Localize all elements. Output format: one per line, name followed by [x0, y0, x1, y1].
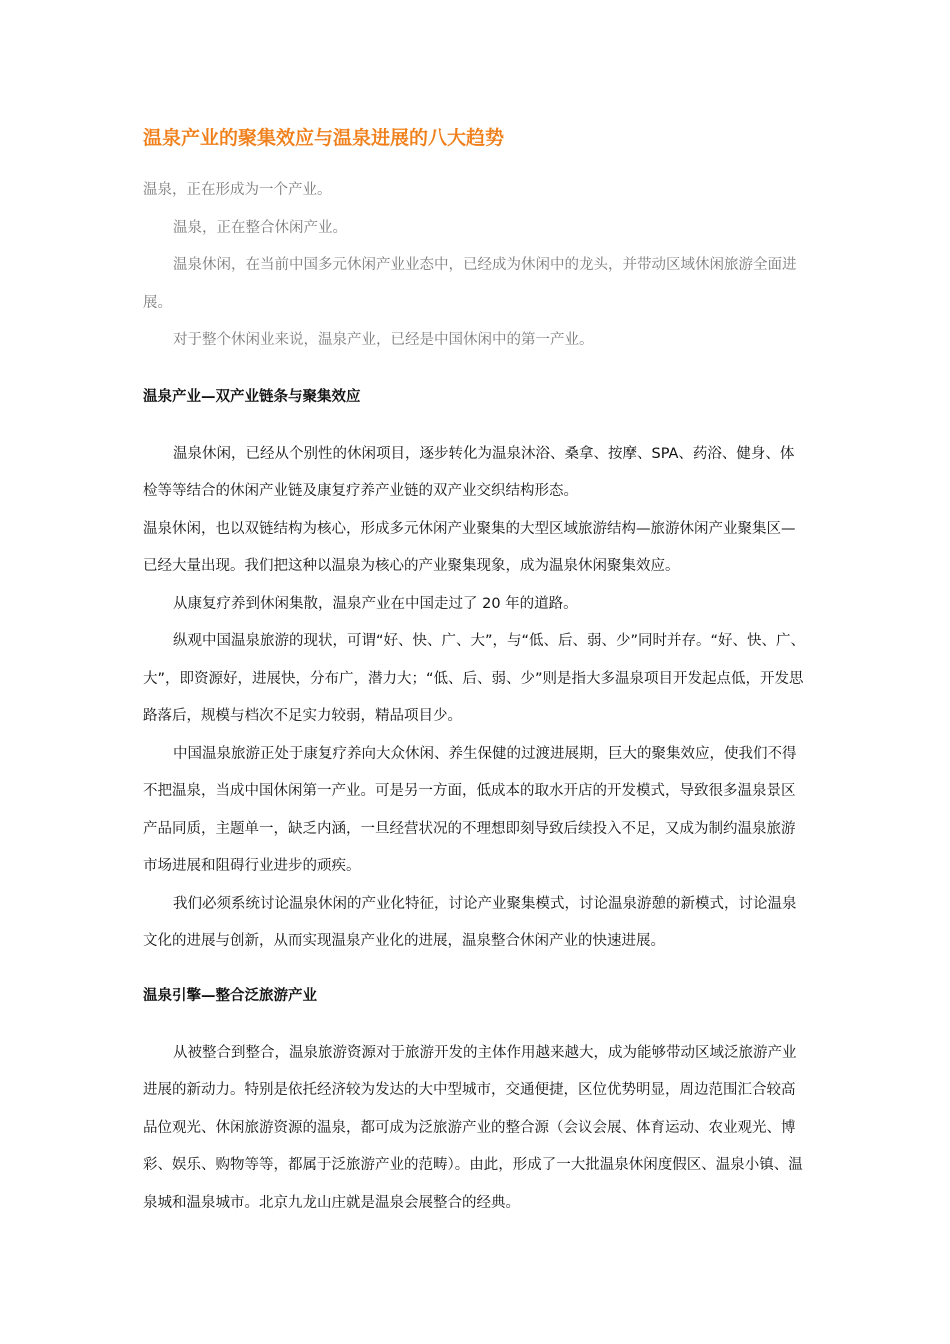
body-paragraph: 纵观中国温泉旅游的现状，可谓“好、快、广、大”，与“低、后、弱、少”同时并存。“好、快、广、大”，即资源好，进展快，分布广，潜力大；“低、后、弱、少”则是指大多温泉项目开发起点低，开发思路落后，规模与档次不足实力较弱，精品项目少。	[143, 633, 806, 724]
body-paragraph: 我们必须系统讨论温泉休闲的产业化特征，讨论产业聚集模式，讨论温泉游憩的新模式，讨论温泉文化的进展与创新，从而实现温泉产业化的进展，温泉整合休闲产业的快速进展。	[143, 895, 797, 949]
body-paragraph: 温泉休闲，也以双链结构为核心，形成多元休闲产业聚集的大型区域旅游结构—旅游休闲产业聚集区—已经大量出现。我们把这种以温泉为核心的产业聚集现象，成为温泉休闲聚集效应。	[143, 520, 796, 574]
intro-paragraph-2: 温泉，正在整合休闲产业。	[173, 219, 347, 236]
body-paragraph: 从被整合到整合，温泉旅游资源对于旅游开发的主体作用越来越大，成为能够带动区域泛旅游产业进展的新动力。特别是依托经济较为发达的大中型城市，交通便捷，区位优势明显，周边范围汇合较高品位观光、休闲旅游资源的温泉，都可成为泛旅游产业的整合源（会议会展、体育运动、农业观光、博彩、娱乐、购物等等，都属于泛旅游产业的范畴）。由此，形成了一大批温泉休闲度假区、温泉小镇、温泉城和温泉城市。北京九龙山庄就是温泉会展整合的经典。	[143, 1044, 803, 1211]
body-paragraph: 中国温泉旅游正处于康复疗养向大众休闲、养生保健的过渡进展期，巨大的聚集效应，使我们不得不把温泉，当成中国休闲第一产业。可是另一方面，低成本的取水开店的开发模式，导致很多温泉景区产品同质，主题单一，缺乏内涵，一旦经营状况的不理想即刻导致后续投入不足，又成为制约温泉旅游市场进展和阻碍行业进步的顽疾。	[143, 745, 797, 874]
intro-paragraph-3: 温泉休闲，在当前中国多元休闲产业业态中，已经成为休闲中的龙头，并带动区域休闲旅游全面进展。	[143, 257, 797, 311]
section-heading-engine: 温泉引擎—整合泛旅游产业	[143, 987, 317, 1004]
document-page	[143, 118, 807, 1222]
intro-paragraph-1: 温泉，正在形成为一个产业。	[143, 182, 332, 198]
body-paragraph: 温泉休闲，已经从个别性的休闲项目，逐步转化为温泉沐浴、桑拿、按摩、SPA、药浴、健身、体检等等结合的休闲产业链及康复疗养产业链的双产业交织结构形态。	[143, 445, 795, 499]
section-heading-industry-chain: 温泉产业—双产业链条与聚集效应	[143, 388, 361, 405]
body-paragraph: 从康复疗养到休闲集散，温泉产业在中国走过了 20 年的道路。	[173, 595, 578, 612]
document-title: 温泉产业的聚集效应与温泉进展的八大趋势	[143, 127, 505, 149]
intro-paragraph-4: 对于整个休闲业来说，温泉产业，已经是中国休闲中的第一产业。	[173, 332, 594, 348]
